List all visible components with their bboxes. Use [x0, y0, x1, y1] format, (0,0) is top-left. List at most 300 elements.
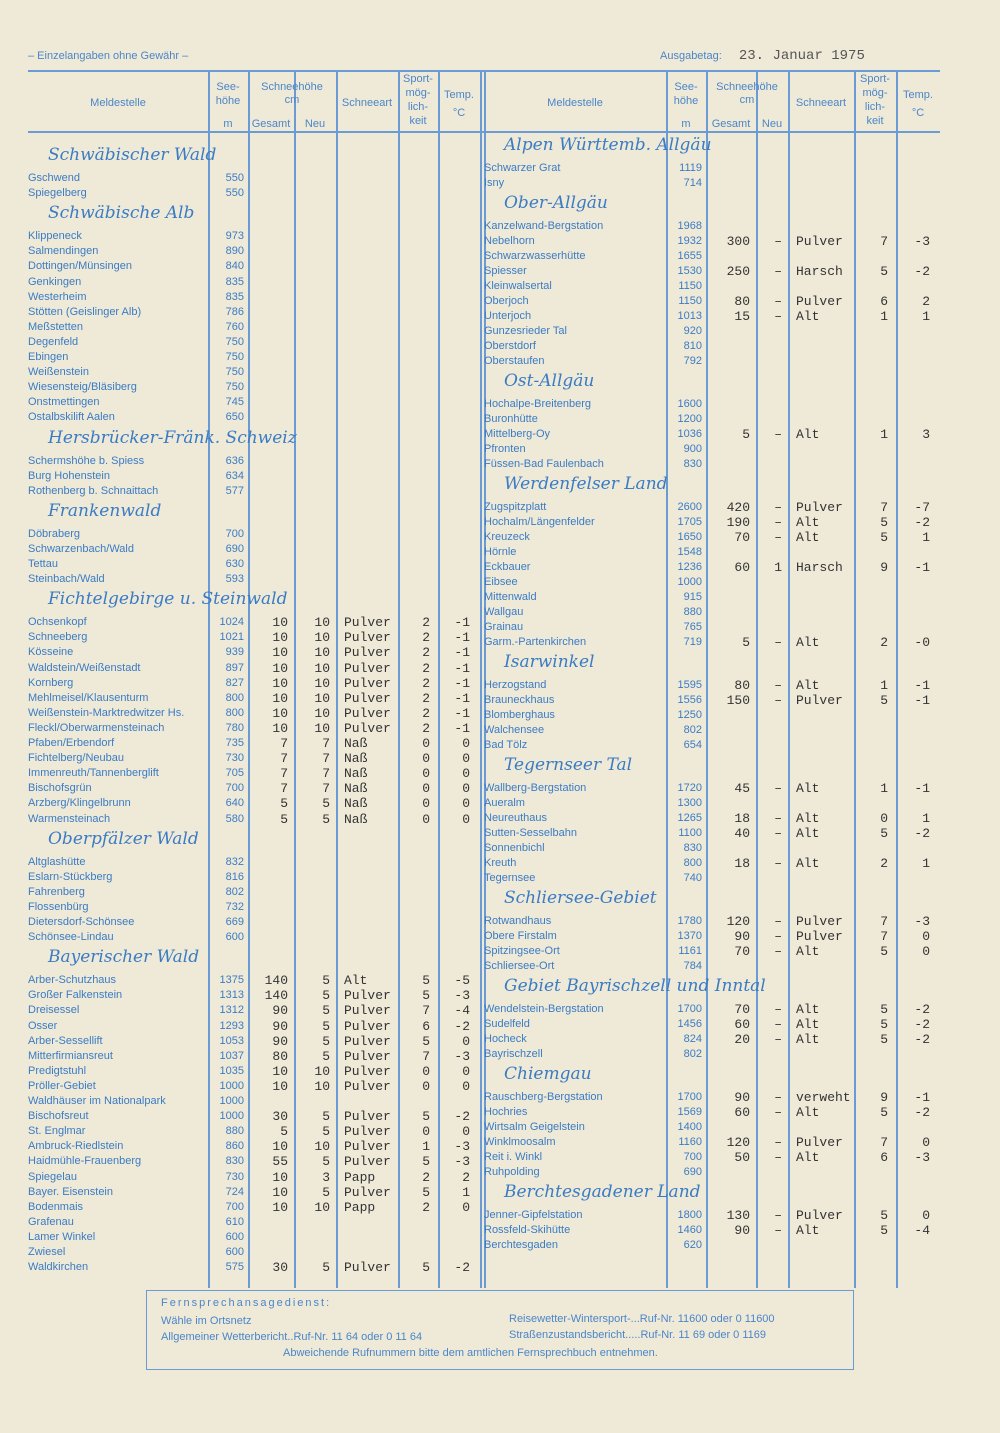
left-row: [0, 973, 1000, 988]
footer-line1-left: Wähle im Ortsnetz: [161, 1315, 252, 1327]
temperature: -2: [454, 1109, 470, 1125]
right-head-sport: Sport- mög- lich- keit: [860, 73, 890, 127]
station-name: Osser: [28, 1019, 58, 1032]
temperature: -2: [914, 1017, 930, 1032]
station-name: Dottingen/Münsingen: [28, 260, 132, 273]
temperature: -1: [914, 693, 930, 708]
snow-type: Pulver: [344, 645, 391, 661]
right-section-title: Isarwinkel: [504, 652, 595, 672]
snow-total: 45: [734, 781, 750, 796]
sport-rating: 9: [880, 560, 888, 575]
station-name: Hochries: [484, 1106, 528, 1118]
snow-total: 18: [734, 811, 750, 826]
right-row: [0, 675, 1000, 693]
snow-total: 140: [264, 973, 288, 989]
altitude: 915: [683, 591, 702, 603]
snow-new: 5: [322, 1048, 330, 1064]
station-name: Dietersdorf-Schönsee: [28, 916, 135, 928]
station-name: Brauneckhaus: [484, 694, 555, 706]
footer-line1-right: Reisewetter-Wintersport-...Ruf-Nr. 11600 oder 0 11600: [509, 1313, 775, 1325]
station-name: Spiegelau: [28, 1170, 77, 1183]
footer-line2-left: Allgemeiner Wetterbericht..Ruf-Nr. 11 64 oder 0 11 64: [161, 1331, 423, 1343]
snow-new: –: [774, 1032, 782, 1047]
altitude: 1720: [677, 782, 702, 794]
right-row: [0, 560, 1000, 575]
altitude: 760: [225, 320, 244, 333]
snow-type: Alt: [796, 811, 820, 826]
right-row: [0, 442, 1000, 457]
temperature: 1: [922, 856, 930, 871]
left-head-schneeart: Schneeart: [341, 97, 393, 109]
right-head-schneeart: Schneeart: [795, 97, 847, 109]
snow-type: Pulver: [344, 1078, 391, 1094]
station-name: Hocheck: [484, 1033, 527, 1045]
snow-type: Pulver: [344, 720, 391, 736]
snow-total: 7: [280, 781, 288, 797]
station-name: Sonnenbichl: [484, 842, 545, 854]
station-name: Schönsee-Lindau: [28, 931, 114, 944]
snow-type: Pulver: [344, 1154, 391, 1170]
altitude: 1700: [677, 1091, 702, 1103]
altitude: 1650: [677, 531, 702, 543]
temperature: 0: [462, 1033, 470, 1049]
altitude: 824: [683, 1033, 702, 1045]
sport-rating: 1: [880, 781, 888, 796]
altitude: 750: [225, 335, 244, 348]
station-name: Rothenberg b. Schnaittach: [28, 484, 159, 497]
sport-rating: 2: [422, 645, 430, 661]
right-row: [0, 530, 1000, 545]
right-row: [0, 264, 1000, 279]
altitude: 1530: [677, 265, 702, 277]
snow-type: Naß: [344, 736, 368, 751]
sport-rating: 5: [880, 515, 888, 530]
station-name: Mehlmeisel/Klausenturm: [28, 691, 149, 704]
snow-type: Alt: [796, 1017, 820, 1032]
right-row: [0, 1047, 1000, 1062]
altitude: 786: [225, 305, 244, 318]
left-head-neu: Neu: [304, 118, 326, 130]
right-row: [0, 249, 1000, 264]
station-name: Hochalm/Längenfelder: [484, 516, 595, 528]
sport-rating: 5: [880, 1017, 888, 1032]
snow-type: Alt: [796, 1002, 820, 1017]
altitude: 1968: [677, 220, 702, 232]
station-name: Predigtstuhl: [28, 1064, 87, 1077]
snow-total: 30: [272, 1109, 288, 1125]
station-name: Fleckl/Oberwarmensteinach: [28, 721, 165, 734]
altitude: 732: [225, 900, 244, 913]
station-name: Schwarzenbach/Wald: [28, 542, 134, 555]
temperature: -1: [454, 720, 470, 736]
station-name: Ruhpolding: [484, 1166, 540, 1178]
left-row: [0, 1185, 1000, 1200]
altitude: 765: [683, 621, 702, 633]
station-name: Spiegelberg: [28, 187, 87, 200]
sport-rating: 0: [422, 751, 430, 767]
station-name: Zugspitzplatt: [484, 501, 547, 513]
sport-rating: 7: [880, 234, 888, 249]
station-name: Grainau: [484, 621, 524, 633]
station-name: Mittenwald: [484, 591, 537, 603]
snow-type: Pulver: [796, 234, 843, 249]
temperature: -1: [914, 781, 930, 796]
temperature: 0: [922, 944, 930, 959]
snow-type: Pulver: [344, 660, 391, 676]
snow-type: Pulver: [796, 294, 843, 309]
snow-type: Pulver: [344, 1139, 391, 1155]
snow-total: 10: [272, 1169, 288, 1185]
snow-total: 30: [272, 1260, 288, 1276]
sport-rating: 0: [422, 796, 430, 812]
altitude: 810: [683, 340, 702, 352]
snow-total: 10: [272, 630, 288, 646]
temperature: 0: [462, 811, 470, 827]
station-name: Bischofsgrün: [28, 782, 92, 795]
temperature: -1: [454, 630, 470, 646]
altitude: 1700: [677, 1003, 702, 1015]
snow-new: 10: [314, 660, 330, 676]
snow-type: Naß: [344, 766, 368, 782]
footer-title: Fernsprechansagedienst:: [161, 1297, 332, 1309]
station-name: Eslarn-Stückberg: [28, 870, 113, 883]
temperature: -3: [914, 234, 930, 249]
station-name: Döbraberg: [28, 527, 80, 540]
temperature: -2: [914, 826, 930, 841]
altitude: 1456: [677, 1018, 702, 1030]
station-name: Eckbauer: [484, 561, 531, 573]
temperature: -2: [914, 1105, 930, 1120]
snow-type: Pulver: [344, 1003, 391, 1019]
snow-type: Pulver: [344, 690, 391, 706]
station-name: Blomberghaus: [484, 709, 555, 721]
snow-total: 15: [734, 309, 750, 324]
right-head-neu: Neu: [761, 118, 783, 130]
right-row: [0, 738, 1000, 753]
station-name: Bayer. Eisenstein: [28, 1185, 113, 1198]
right-row: [0, 944, 1000, 959]
temperature: 1: [922, 309, 930, 324]
right-row: [0, 1223, 1000, 1238]
right-row: [0, 1135, 1000, 1150]
sport-rating: 0: [422, 1124, 430, 1140]
altitude: 750: [225, 351, 244, 363]
station-name: Ambruck-Riedlstein: [28, 1140, 124, 1153]
right-row: [0, 605, 1000, 620]
right-row: [0, 635, 1000, 650]
station-name: Wallgau: [484, 606, 524, 618]
right-row: [0, 1017, 1000, 1032]
snow-new: 5: [322, 1154, 330, 1170]
snow-type: Pulver: [344, 705, 391, 721]
right-row: [0, 219, 1000, 234]
altitude: 802: [683, 1048, 702, 1060]
snow-total: 80: [734, 678, 750, 693]
snow-type: Papp: [344, 1169, 376, 1185]
altitude: 719: [683, 636, 702, 648]
altitude: 550: [225, 187, 244, 200]
station-name: Kösseine: [28, 646, 74, 659]
snow-new: 5: [322, 811, 330, 827]
altitude: 1236: [677, 561, 702, 573]
snow-total: 60: [734, 560, 750, 575]
snow-type: Pulver: [344, 1124, 391, 1140]
station-name: Schermshöhe b. Spiess: [28, 454, 145, 467]
snow-new: –: [774, 693, 782, 708]
snow-type: Alt: [796, 1223, 820, 1238]
altitude: 1053: [219, 1034, 244, 1047]
snow-total: 5: [280, 796, 288, 812]
left-row: [0, 751, 1000, 766]
right-row: [0, 590, 1000, 605]
station-name: Oberstdorf: [484, 340, 536, 352]
sport-rating: 1: [422, 1139, 430, 1155]
altitude: 1250: [677, 709, 702, 721]
snow-new: –: [774, 1017, 782, 1032]
sport-rating: 7: [880, 500, 888, 515]
right-row: [0, 397, 1000, 412]
altitude: 880: [683, 606, 702, 618]
temperature: -1: [454, 645, 470, 661]
temperature: 0: [462, 796, 470, 812]
station-name: Schwarzwasserhütte: [484, 250, 586, 262]
temperature: -1: [454, 660, 470, 676]
right-section-title: Tegernseer Tal: [504, 755, 633, 775]
temperature: -1: [454, 615, 470, 631]
snow-total: 90: [272, 1018, 288, 1034]
snow-new: –: [774, 678, 782, 693]
altitude: 593: [225, 573, 244, 586]
station-name: Stötten (Geislinger Alb): [28, 305, 142, 318]
sport-rating: 7: [880, 914, 888, 929]
altitude: 802: [225, 885, 244, 898]
altitude: 1161: [678, 945, 702, 957]
station-name: Hörnle: [484, 546, 517, 558]
station-name: Hochalpe-Breitenberg: [484, 398, 592, 410]
altitude: 600: [225, 1230, 244, 1243]
snow-type: Pulver: [344, 988, 391, 1004]
snow-type: Alt: [344, 973, 368, 989]
snow-new: 5: [322, 1003, 330, 1019]
temperature: -2: [454, 1260, 470, 1276]
snow-total: 300: [726, 234, 750, 249]
altitude: 792: [683, 355, 702, 367]
right-row: [0, 279, 1000, 294]
snow-new: –: [774, 294, 782, 309]
snow-total: 90: [272, 1033, 288, 1049]
station-name: Wendelstein-Bergstation: [484, 1003, 604, 1015]
station-name: Kornberg: [28, 676, 74, 689]
right-head-temp-unit: °C: [911, 107, 925, 119]
altitude: 700: [225, 1200, 244, 1213]
snow-total: 10: [272, 705, 288, 721]
altitude: 700: [225, 527, 244, 540]
altitude: 973: [225, 230, 244, 243]
right-row: [0, 500, 1000, 515]
altitude: 1150: [678, 280, 702, 292]
station-name: Winklmoosalm: [484, 1136, 556, 1148]
snow-type: Naß: [344, 811, 368, 827]
sport-rating: 6: [880, 294, 888, 309]
right-row: [0, 1150, 1000, 1165]
snow-total: 150: [726, 693, 750, 708]
right-row: [0, 1238, 1000, 1253]
temperature: 1: [922, 530, 930, 545]
snow-new: 7: [322, 766, 330, 782]
station-name: Spitzingsee-Ort: [484, 945, 560, 957]
station-name: Kleinwalsertal: [484, 280, 552, 292]
station-name: Aueralm: [484, 797, 525, 809]
temperature: -3: [454, 988, 470, 1004]
sport-rating: 5: [422, 973, 430, 989]
altitude: 1160: [678, 1136, 702, 1148]
left-row: [0, 661, 1000, 676]
temperature: 2: [462, 1169, 470, 1185]
sport-rating: 1: [880, 427, 888, 442]
snow-type: Pulver: [796, 500, 843, 515]
snow-type: Pulver: [344, 1033, 391, 1049]
station-name: Jenner-Gipfelstation: [484, 1209, 583, 1221]
sport-rating: 2: [422, 690, 430, 706]
altitude: 714: [683, 177, 702, 189]
station-name: Rotwandhaus: [484, 915, 552, 927]
temperature: 0: [462, 751, 470, 767]
sport-rating: 5: [422, 1260, 430, 1276]
left-row: [0, 1064, 1000, 1079]
snow-total: 60: [734, 1017, 750, 1032]
altitude: 1293: [219, 1019, 244, 1032]
snow-new: –: [774, 914, 782, 929]
snow-total: 10: [272, 1139, 288, 1155]
sport-rating: 2: [422, 1199, 430, 1215]
altitude: 1600: [677, 398, 702, 410]
right-row: [0, 705, 1000, 723]
sport-rating: 0: [422, 781, 430, 797]
left-head-schneehoehe-unit: cm: [284, 94, 300, 106]
right-row: [0, 1165, 1000, 1180]
right-row: [0, 176, 1000, 191]
snow-type: Pulver: [344, 1260, 391, 1276]
snow-type: Pulver: [344, 1018, 391, 1034]
station-name: Tegernsee: [484, 872, 536, 884]
station-name: Herzogstand: [484, 679, 547, 691]
snow-type: Pulver: [344, 615, 391, 631]
snow-type: Alt: [796, 1032, 820, 1047]
station-name: Waldstein/Weißenstadt: [28, 661, 141, 674]
temperature: -3: [914, 914, 930, 929]
station-name: Unterjoch: [484, 310, 532, 322]
sport-rating: 5: [880, 826, 888, 841]
sport-rating: 5: [880, 264, 888, 279]
altitude: 1036: [677, 428, 702, 440]
station-name: Dreisessel: [28, 1004, 80, 1017]
station-name: Füssen-Bad Faulenbach: [484, 458, 604, 470]
snow-type: Harsch: [796, 264, 843, 279]
station-name: Arber-Schutzhaus: [28, 974, 117, 987]
altitude: 690: [225, 542, 244, 555]
altitude: 640: [225, 797, 244, 810]
sport-rating: 7: [880, 1135, 888, 1150]
station-name: Fahrenberg: [28, 885, 85, 898]
sport-rating: 1: [880, 678, 888, 693]
temperature: -4: [454, 1003, 470, 1019]
station-name: Berchtesgaden: [484, 1239, 558, 1251]
temperature: 1: [462, 1184, 470, 1200]
snow-type: Alt: [796, 944, 820, 959]
station-name: Genkingen: [28, 275, 82, 288]
altitude: 1300: [677, 797, 702, 809]
temperature: -1: [454, 675, 470, 691]
sport-rating: 5: [880, 530, 888, 545]
altitude: 800: [683, 857, 702, 869]
snow-new: –: [774, 264, 782, 279]
right-head-temp: Temp.: [903, 89, 933, 101]
snow-new: –: [774, 1223, 782, 1238]
snow-type: Alt: [796, 635, 820, 650]
snow-total: 10: [272, 1078, 288, 1094]
snow-total: 60: [734, 1105, 750, 1120]
snow-total: 190: [726, 515, 750, 530]
snow-total: 20: [734, 1032, 750, 1047]
temperature: -0: [914, 635, 930, 650]
station-name: Tettau: [28, 558, 58, 570]
left-section-title: Hersbrücker-Fränk. Schweiz: [48, 427, 297, 448]
station-name: Reit i. Winkl: [484, 1151, 543, 1163]
sport-rating: 5: [422, 1154, 430, 1170]
right-head-seehoehe: See- höhe: [673, 81, 699, 107]
sport-rating: 0: [422, 1078, 430, 1094]
snow-total: 18: [734, 856, 750, 871]
sport-rating: 2: [422, 660, 430, 676]
snow-type: Pulver: [344, 1109, 391, 1125]
right-row: [0, 427, 1000, 442]
snow-total: 10: [272, 1184, 288, 1200]
station-name: Kanzelwand-Bergstation: [484, 220, 604, 232]
altitude: 1556: [677, 694, 702, 706]
altitude: 800: [225, 691, 244, 704]
altitude: 780: [225, 721, 244, 734]
right-row: [0, 720, 1000, 738]
altitude: 802: [683, 724, 702, 736]
temperature: 0: [462, 766, 470, 782]
temperature: -4: [914, 1223, 930, 1238]
snow-new: 5: [322, 988, 330, 1004]
snow-new: 10: [314, 705, 330, 721]
left-row: [0, 484, 1000, 499]
right-row: [0, 1105, 1000, 1120]
station-name: Altglashütte: [28, 855, 86, 868]
left-head-schneehoehe: Schneehöhe: [261, 81, 323, 93]
right-row: [0, 412, 1000, 427]
snow-new: 10: [314, 615, 330, 631]
temperature: -2: [914, 264, 930, 279]
snow-new: –: [774, 427, 782, 442]
right-row: [0, 914, 1000, 929]
snow-total: 10: [272, 615, 288, 631]
station-name: Mittelberg-Oy: [484, 428, 551, 440]
altitude: 735: [225, 737, 244, 749]
right-row: [0, 545, 1000, 560]
snow-new: 10: [314, 645, 330, 661]
right-row: [0, 515, 1000, 530]
altitude: 939: [225, 646, 244, 659]
snow-total: 40: [734, 826, 750, 841]
altitude: 1460: [677, 1224, 702, 1236]
right-section-title: Gebiet Bayrischzell und Inntal: [504, 976, 766, 996]
altitude: 636: [225, 454, 244, 467]
issue-date: [660, 48, 865, 64]
temperature: 0: [462, 781, 470, 797]
